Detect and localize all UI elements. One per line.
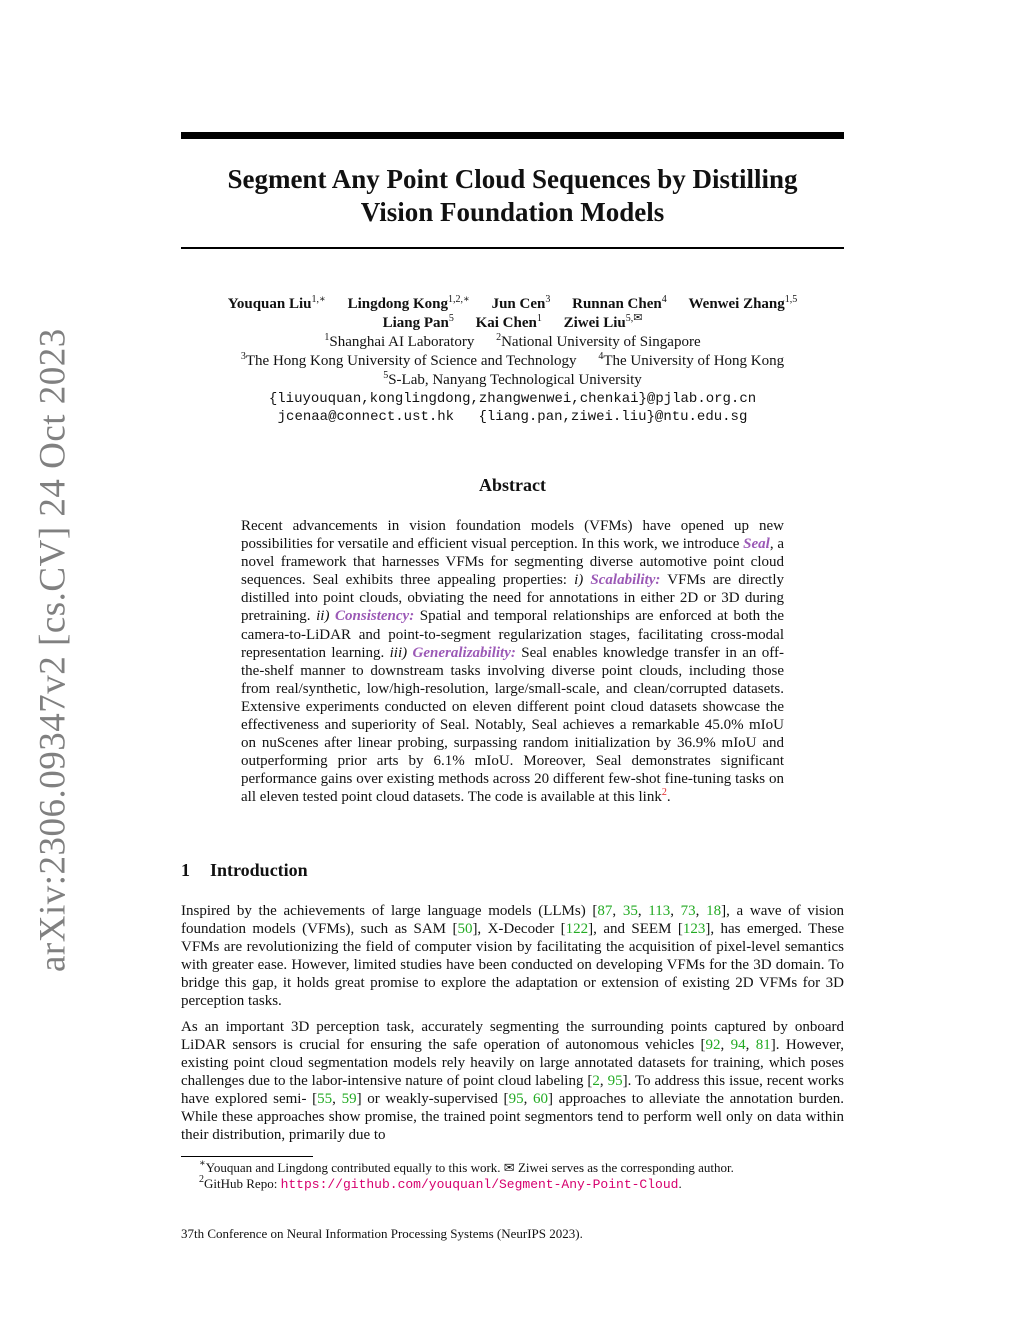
body-text: Inspired by the achievements of large language models (LLMs) [ bbox=[181, 903, 598, 919]
footnote-1: ∗Youquan and Lingdong contributed equally to this work. ✉ Ziwei serves as the corresponding author. bbox=[199, 1158, 734, 1175]
title-rule-bottom bbox=[181, 247, 844, 249]
citation-link[interactable]: 94 bbox=[730, 1036, 746, 1053]
author: Wenwei Zhang$^{1,5}$ bbox=[688, 294, 798, 312]
introduction-body bbox=[181, 902, 844, 1151]
body-text: ] or weakly-supervised [ bbox=[356, 1090, 509, 1107]
body-text: ], and SEEM [ bbox=[588, 921, 683, 938]
citation-link[interactable]: 113 bbox=[648, 903, 671, 919]
citation-link[interactable]: 95 bbox=[607, 1072, 623, 1089]
footnote-rule bbox=[181, 1156, 313, 1157]
body-text: ], a wave of vision foundation models (VFMs), such as SAM [ bbox=[181, 903, 845, 938]
footnotes bbox=[181, 1160, 844, 1193]
conference-note: 37th Conference on Neural Information Processing Systems (NeurIPS 2023). bbox=[181, 1226, 583, 1241]
body-text: ], X-Decoder [ bbox=[472, 921, 566, 938]
keyword-seal: Seal bbox=[743, 536, 770, 553]
author: Lingdong Kong$^{1,2,∗}$ bbox=[347, 294, 470, 312]
body-text: , bbox=[637, 903, 649, 919]
author: Runnan Chen$^4$ bbox=[572, 294, 667, 312]
citation-link[interactable]: 87 bbox=[597, 903, 613, 919]
section-heading-introduction bbox=[181, 860, 308, 881]
affiliation-row-3 bbox=[181, 371, 844, 390]
title-line-2: Vision Foundation Models bbox=[360, 197, 665, 227]
citation-link[interactable]: 95 bbox=[508, 1090, 524, 1107]
intro-paragraph-1 bbox=[181, 902, 844, 1011]
author: Youquan Liu$^{1,∗}$ bbox=[227, 294, 326, 312]
body-text: , bbox=[745, 1036, 756, 1053]
citation-link[interactable]: 122 bbox=[565, 921, 589, 938]
citation-link[interactable]: 35 bbox=[622, 903, 638, 919]
footnote-2: $^2$GitHub Repo: https://github.com/youquanl/Segment-Any-Point-Cloud. bbox=[199, 1174, 682, 1192]
body-text: , bbox=[332, 1090, 342, 1107]
section-title: Introduction bbox=[210, 860, 308, 880]
email-row-2 bbox=[181, 408, 844, 426]
citation-link[interactable]: 55 bbox=[317, 1090, 333, 1107]
affiliation-row-2 bbox=[181, 352, 844, 371]
citation-link[interactable]: 123 bbox=[682, 921, 706, 938]
citation-link[interactable]: 50 bbox=[457, 921, 473, 938]
body-text: ]. To address this issue, recent works have explored semi- [ bbox=[181, 1072, 844, 1107]
email[interactable]: {liuyouquan,konglingdong,zhangwenwei,chenkai}@pjlab.org.cn bbox=[268, 391, 757, 407]
affiliation: $^1$Shanghai AI Laboratory bbox=[324, 332, 475, 350]
footnote-link[interactable]: 2 bbox=[661, 787, 667, 799]
citation-link[interactable]: 18 bbox=[706, 903, 722, 919]
affiliation-row-1 bbox=[181, 333, 844, 352]
section-number: 1 bbox=[181, 860, 190, 880]
body-text: ] approaches to alleviate the annotation burden. While these approaches show promise, the trained point segmentors tend to perform well only on data within their distribution, primarily due to bbox=[181, 1090, 845, 1144]
body-text: , bbox=[720, 1036, 731, 1053]
authors-row-2 bbox=[181, 314, 844, 333]
author: Kai Chen$^1$ bbox=[475, 313, 542, 331]
body-text: As an important 3D perception task, accurately segmenting the surrounding points captured by onboard LiDAR sensors is crucial for ensuring the safe operation of autonomous vehicles [ bbox=[181, 1018, 844, 1053]
author: Jun Cen$^3$ bbox=[491, 294, 551, 312]
citation-link[interactable]: 59 bbox=[341, 1090, 357, 1107]
author: Liang Pan$^5$ bbox=[382, 313, 454, 331]
arxiv-identifier: arXiv:2306.09347v2 [cs.CV] 24 Oct 2023 bbox=[32, 328, 74, 972]
abstract-text: Recent advancements in vision foundation models (VFMs) have opened up new possibilities for versatile and efficient visual perception. In this work, we introduce Seal, a novel framework that harnesses VFMs for segmenting diverse automotive point cloud sequences. Seal exhibits three appealing properties: i) Scalability: VFMs are directly distilled into point clouds, obviating the need for annotations in either 2D or 3D during pretraining. ii) Consistency: Spatial and temporal relationships are enforced at both the camera-to-LiDAR and point-to-segment regularization stages, facilitating cross-modal representation learning. iii) Generalizability: Seal enables knowledge transfer in an off-the-shelf manner to downstream tasks involving diverse point clouds, including those from real/synthetic, low/high-resolution, large/small-scale, and clean/corrupted datasets. Extensive experiments conducted on eleven different point cloud datasets showcase the effectiveness and superiority of Seal. Notably, Seal achieves a remarkable 45.0% mIoU on nuScenes after linear probing, surpassing random initialization by 36.9% mIoU and outperforming prior arts by 6.1% mIoU. Moreover, Seal demonstrates significant performance gains over existing methods across 20 different few-shot fine-tuning tasks on all eleven tested point cloud datasets. The code is available at this link$^2$. bbox=[241, 518, 785, 806]
author-block bbox=[181, 295, 844, 426]
author-corresponding: Ziwei Liu$^{5,✉}$ bbox=[563, 312, 643, 331]
paper-title bbox=[181, 163, 844, 229]
github-link[interactable]: https://github.com/youquanl/Segment-Any-Point-Cloud bbox=[280, 1177, 679, 1192]
title-rule-top bbox=[181, 132, 844, 139]
body-text: ], has emerged. These VFMs are revolutionizing the field of computer vision by facilitating the acquisition of pixel-level semantics with greater ease. However, limited studies have been conducted on developing VFMs for the 3D domain. To bridge this gap, it holds great promise to explore the adaptation or extension of existing 2D VFMs for 3D perception tasks. bbox=[181, 921, 844, 1010]
affiliation: $^4$The University of Hong Kong bbox=[598, 351, 785, 369]
citation-link[interactable]: 60 bbox=[533, 1090, 548, 1107]
email[interactable]: {liang.pan,ziwei.liu}@ntu.edu.sg bbox=[478, 409, 748, 425]
body-text: , bbox=[695, 903, 707, 919]
authors-row-1 bbox=[181, 295, 844, 314]
body-text: , bbox=[612, 903, 623, 919]
email[interactable]: jcenaa@connect.ust.hk bbox=[277, 409, 455, 425]
citation-link[interactable]: 73 bbox=[680, 903, 696, 919]
body-text: , bbox=[599, 1072, 608, 1089]
keyword-generalizability: Generalizability: bbox=[412, 644, 516, 661]
abstract-heading: Abstract bbox=[479, 475, 546, 495]
title-line-1: Segment Any Point Cloud Sequences by Distilling bbox=[227, 164, 798, 194]
body-text: ]. However, existing point cloud segmentation models rely heavily on large annotated datasets for training, which poses challenges due to the labor-intensive nature of point cloud labeling [ bbox=[181, 1036, 845, 1089]
affiliation: $^5$S-Lab, Nanyang Technological University bbox=[383, 370, 642, 388]
keyword-scalability: Scalability: bbox=[590, 572, 661, 589]
intro-paragraph-2 bbox=[181, 1018, 844, 1145]
email-row-1 bbox=[181, 390, 844, 408]
affiliation: $^3$The Hong Kong University of Science and Technology bbox=[240, 351, 577, 369]
body-text: , bbox=[670, 903, 681, 919]
citation-link[interactable]: 81 bbox=[755, 1036, 771, 1053]
citation-link[interactable]: 2 bbox=[592, 1072, 600, 1089]
affiliation: $^2$National University of Singapore bbox=[496, 332, 701, 350]
body-text: , bbox=[523, 1090, 533, 1107]
keyword-consistency: Consistency: bbox=[335, 608, 415, 625]
citation-link[interactable]: 92 bbox=[705, 1036, 721, 1053]
